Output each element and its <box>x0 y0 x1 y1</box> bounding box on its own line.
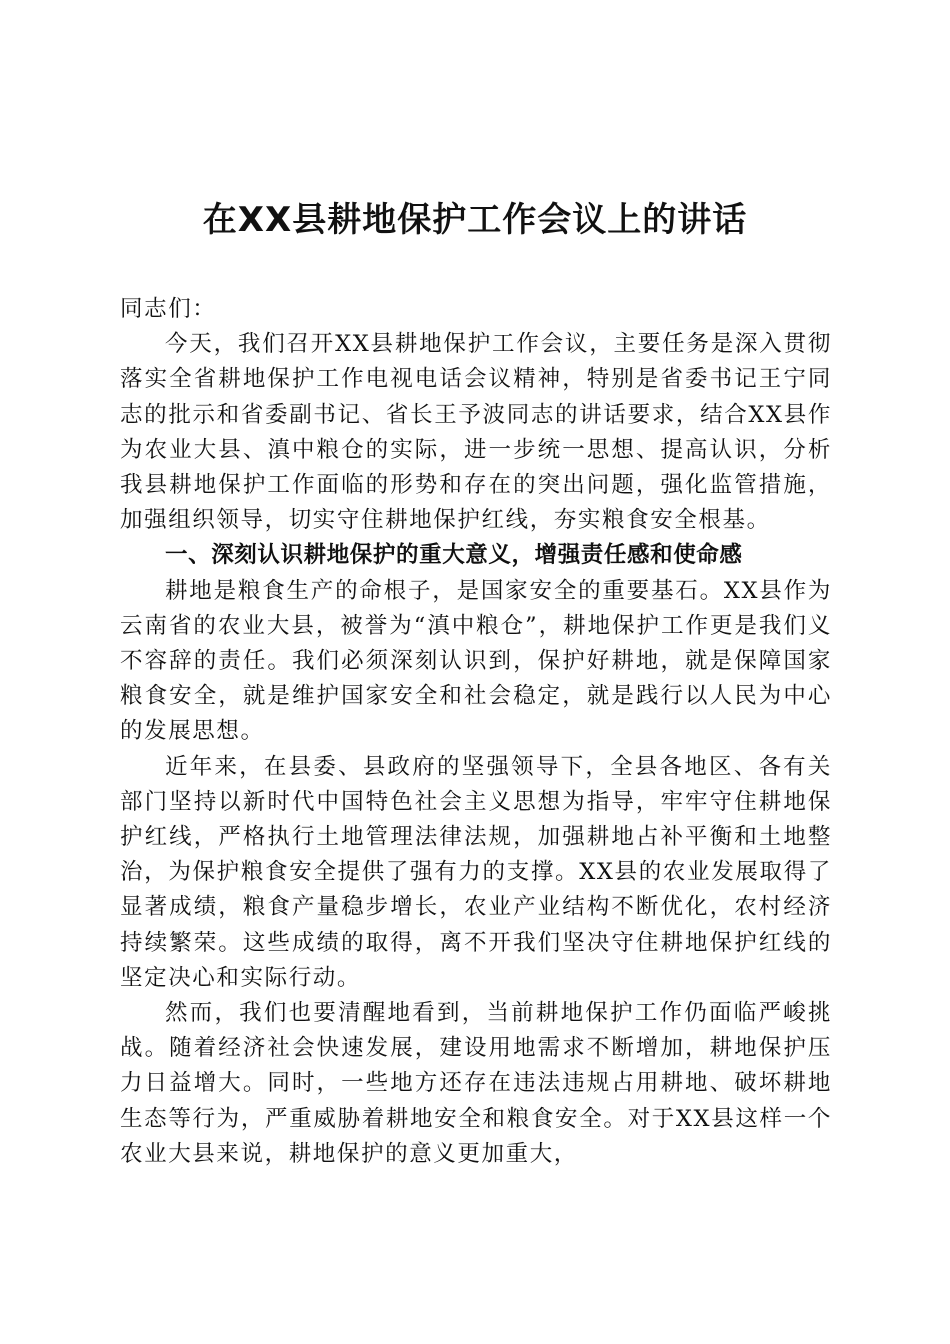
section-heading-1: 一、深刻认识耕地保护的重大意义，增强责任感和使命感 <box>165 542 743 569</box>
paragraph-challenges: 然而，我们也要清醒地看到，当前耕地保护工作仍面临严峻挑战。随着经济社会快速发展，建设用地需求不断增加，耕地保护压力日益增大。同时，一些地方还存在违法违规占用耕地、破坏耕地生态等行为，严重威胁着耕地安全和粮食安全。对于XX县这样一个农业大县来说，耕地保护的意义更加重大， <box>120 1000 832 1167</box>
paragraph-significance: 耕地是粮食生产的命根子，是国家安全的重要基石。XX县作为云南省的农业大县，被誉为“滇中粮仓”，耕地保护工作更是我们义不容辞的责任。我们必须深刻认识到，保护好耕地，就是保障国家粮食安全，就是维护国家安全和社会稳定，就是践行以人民为中心的发展思想。 <box>120 577 832 745</box>
paragraph-achievements: 近年来，在县委、县政府的坚强领导下，全县各地区、各有关部门坚持以新时代中国特色社会主义思想为指导，牢牢守住耕地保护红线，严格执行土地管理法律法规，加强耕地占补平衡和土地整治，为保护粮食安全提供了强有力的支撑。XX县的农业发展取得了显著成绩，粮食产量稳步增长，农业产业结构不断优化，农村经济持续繁荣。这些成绩的取得，离不开我们坚决守住耕地保护红线的坚定决心和实际行动。 <box>120 753 832 991</box>
paragraph-opening: 今天，我们召开XX县耕地保护工作会议，主要任务是深入贯彻落实全省耕地保护工作电视电话会议精神，特别是省委书记王宁同志的批示和省委副书记、省长王予波同志的讲话要求，结合XX县作为农业大县、滇中粮仓的实际，进一步统一思想、提高认识，分析我县耕地保护工作面临的形势和存在的突出问题，强化监管措施，加强组织领导，切实守住耕地保护红线，夯实粮食安全根基。 <box>120 331 832 534</box>
document-body <box>120 292 832 1172</box>
document-title: 在XX县耕地保护工作会议上的讲话 <box>202 200 748 240</box>
salutation: 同志们： <box>120 296 217 322</box>
